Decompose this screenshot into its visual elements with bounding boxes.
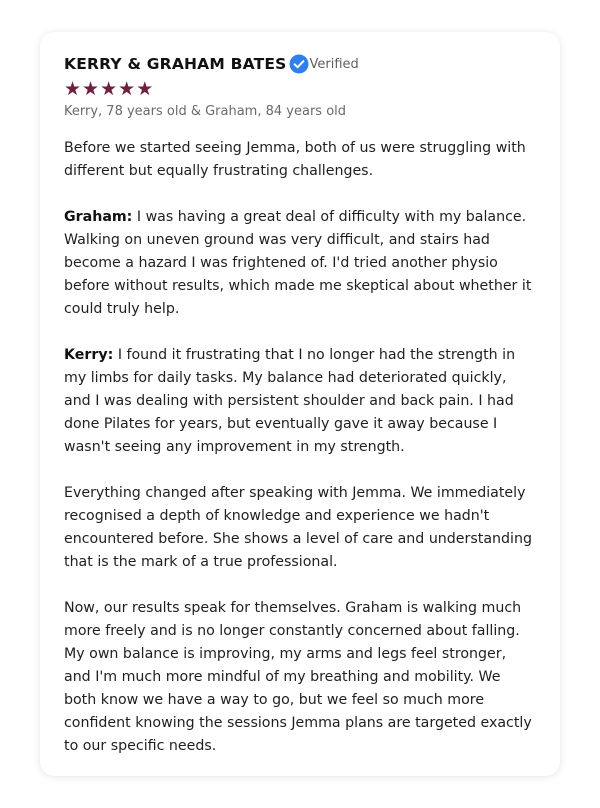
paragraph-text: Before we started seeing Jemma, both of us were struggling with different but equally frustrating challenges. bbox=[64, 140, 526, 179]
review-paragraph bbox=[64, 206, 536, 321]
reviewer-name: KERRY & GRAHAM BATES bbox=[64, 55, 287, 73]
verified-label: Verified bbox=[309, 56, 359, 72]
star-icon: ★ bbox=[100, 78, 118, 100]
review-body bbox=[64, 137, 536, 758]
review-paragraph bbox=[64, 137, 536, 183]
verified-check-icon bbox=[289, 54, 309, 74]
star-icon: ★ bbox=[136, 78, 154, 100]
star-icon: ★ bbox=[64, 78, 82, 100]
review-paragraph bbox=[64, 482, 536, 574]
paragraph-text: Now, our results speak for themselves. Graham is walking much more freely and is no longer constantly concerned about falling. My own balance is improving, my arms and legs feel stronger, and I'm much more mindful of my breathing and mobility. We both know we have a way to go, but we feel so much more confident knowing the sessions Jemma plans are targeted exactly to our specific needs. bbox=[64, 600, 532, 754]
testimonial-card bbox=[40, 32, 560, 776]
review-paragraph bbox=[64, 597, 536, 758]
speaker-label: Graham: bbox=[64, 209, 133, 225]
star-rating bbox=[64, 79, 536, 99]
speaker-label: Kerry: bbox=[64, 347, 114, 363]
star-icon: ★ bbox=[82, 78, 100, 100]
paragraph-text: Everything changed after speaking with Jemma. We immediately recognised a depth of knowledge and experience we hadn't encountered before. She shows a level of care and understanding that is the mark of a true professional. bbox=[64, 485, 532, 570]
review-header bbox=[64, 54, 536, 74]
paragraph-text: I was having a great deal of difficulty with my balance. Walking on uneven ground was very difficult, and stairs had become a hazard I was frightened of. I'd tried another physio before without results, which made me skeptical about whether it could truly help. bbox=[64, 209, 532, 317]
review-paragraph bbox=[64, 344, 536, 459]
reviewer-ages: Kerry, 78 years old & Graham, 84 years old bbox=[64, 104, 347, 119]
star-icon: ★ bbox=[118, 78, 136, 100]
paragraph-text: I found it frustrating that I no longer had the strength in my limbs for daily tasks. My balance had deteriorated quickly, and I was dealing with persistent shoulder and back pain. I had done Pilates for years, but eventually gave it away because I wasn't seeing any improvement in my strength. bbox=[64, 347, 516, 455]
